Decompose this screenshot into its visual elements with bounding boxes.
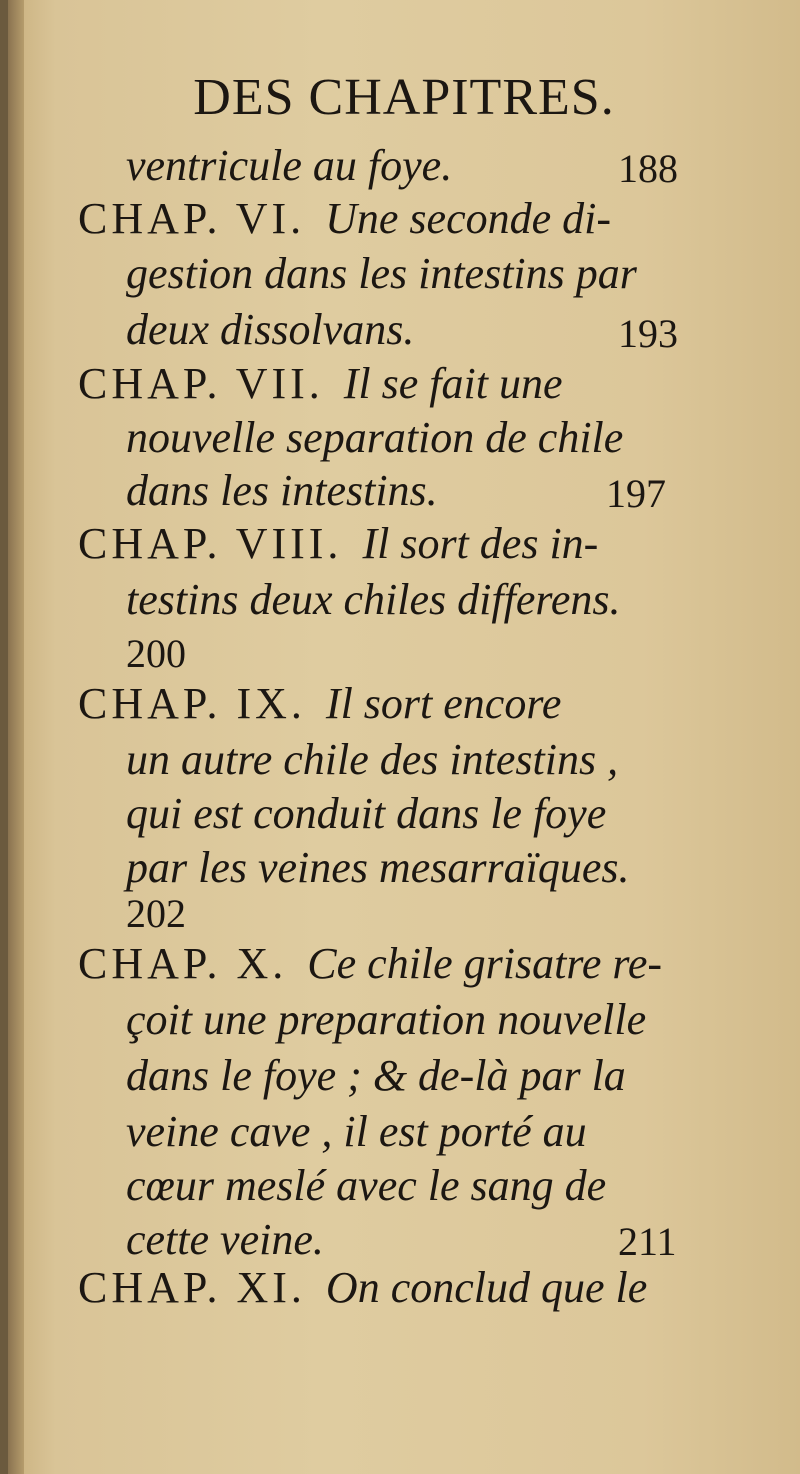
page-number: 211 bbox=[618, 1219, 677, 1264]
page-number: 188 bbox=[618, 146, 678, 191]
toc-line: çoit une preparation nouvelle bbox=[126, 995, 647, 1044]
chapter-heading bbox=[78, 938, 662, 989]
chapter-label: CHAP. VI. bbox=[78, 194, 306, 243]
chapter-label: CHAP. IX. bbox=[78, 679, 306, 728]
chapter-heading bbox=[78, 678, 561, 729]
page-number: 193 bbox=[618, 311, 678, 356]
toc-line: par les veines mesarraïques. bbox=[126, 843, 630, 892]
chapter-label: CHAP. XI. bbox=[78, 1263, 306, 1312]
chapter-title: On conclud que le bbox=[325, 1263, 648, 1312]
chapter-title: Il sort encore bbox=[325, 679, 562, 728]
toc-line: dans les intestins. bbox=[126, 466, 438, 515]
page-gutter bbox=[8, 0, 24, 1474]
running-header: DES CHAPITRES. bbox=[193, 69, 615, 126]
chapter-heading bbox=[78, 1262, 647, 1313]
page-number: 202 bbox=[126, 891, 186, 936]
page-number: 197 bbox=[606, 471, 666, 516]
chapter-heading bbox=[78, 358, 563, 409]
toc-line: ventricule au foye. bbox=[126, 141, 453, 190]
toc-line: deux dissolvans. bbox=[126, 305, 415, 354]
chapter-heading bbox=[78, 193, 611, 244]
toc-line: cette veine. bbox=[126, 1215, 324, 1264]
toc-line: cœur meslé avec le sang de bbox=[126, 1161, 607, 1210]
chapter-label: CHAP. X. bbox=[78, 939, 288, 988]
toc-line: testins deux chiles differens. bbox=[126, 575, 621, 624]
book-page bbox=[8, 0, 800, 1474]
chapter-heading bbox=[78, 518, 598, 569]
toc-line: un autre chile des intestins , bbox=[126, 735, 619, 784]
chapter-title: Il se fait une bbox=[343, 359, 563, 408]
chapter-label: CHAP. VII. bbox=[78, 359, 324, 408]
toc-line: veine cave , il est porté au bbox=[126, 1107, 587, 1156]
toc-line: gestion dans les intestins par bbox=[126, 249, 637, 298]
chapter-title: Une seconde di- bbox=[325, 194, 612, 243]
toc-line: nouvelle separation de chile bbox=[126, 413, 624, 462]
toc-line: dans le foye ; & de-là par la bbox=[126, 1051, 626, 1100]
chapter-title: Il sort des in- bbox=[362, 519, 599, 568]
chapter-title: Ce chile grisatre re- bbox=[307, 939, 663, 988]
toc-line: qui est conduit dans le foye bbox=[126, 789, 607, 838]
page-number: 200 bbox=[126, 631, 186, 676]
chapter-label: CHAP. VIII. bbox=[78, 519, 343, 568]
